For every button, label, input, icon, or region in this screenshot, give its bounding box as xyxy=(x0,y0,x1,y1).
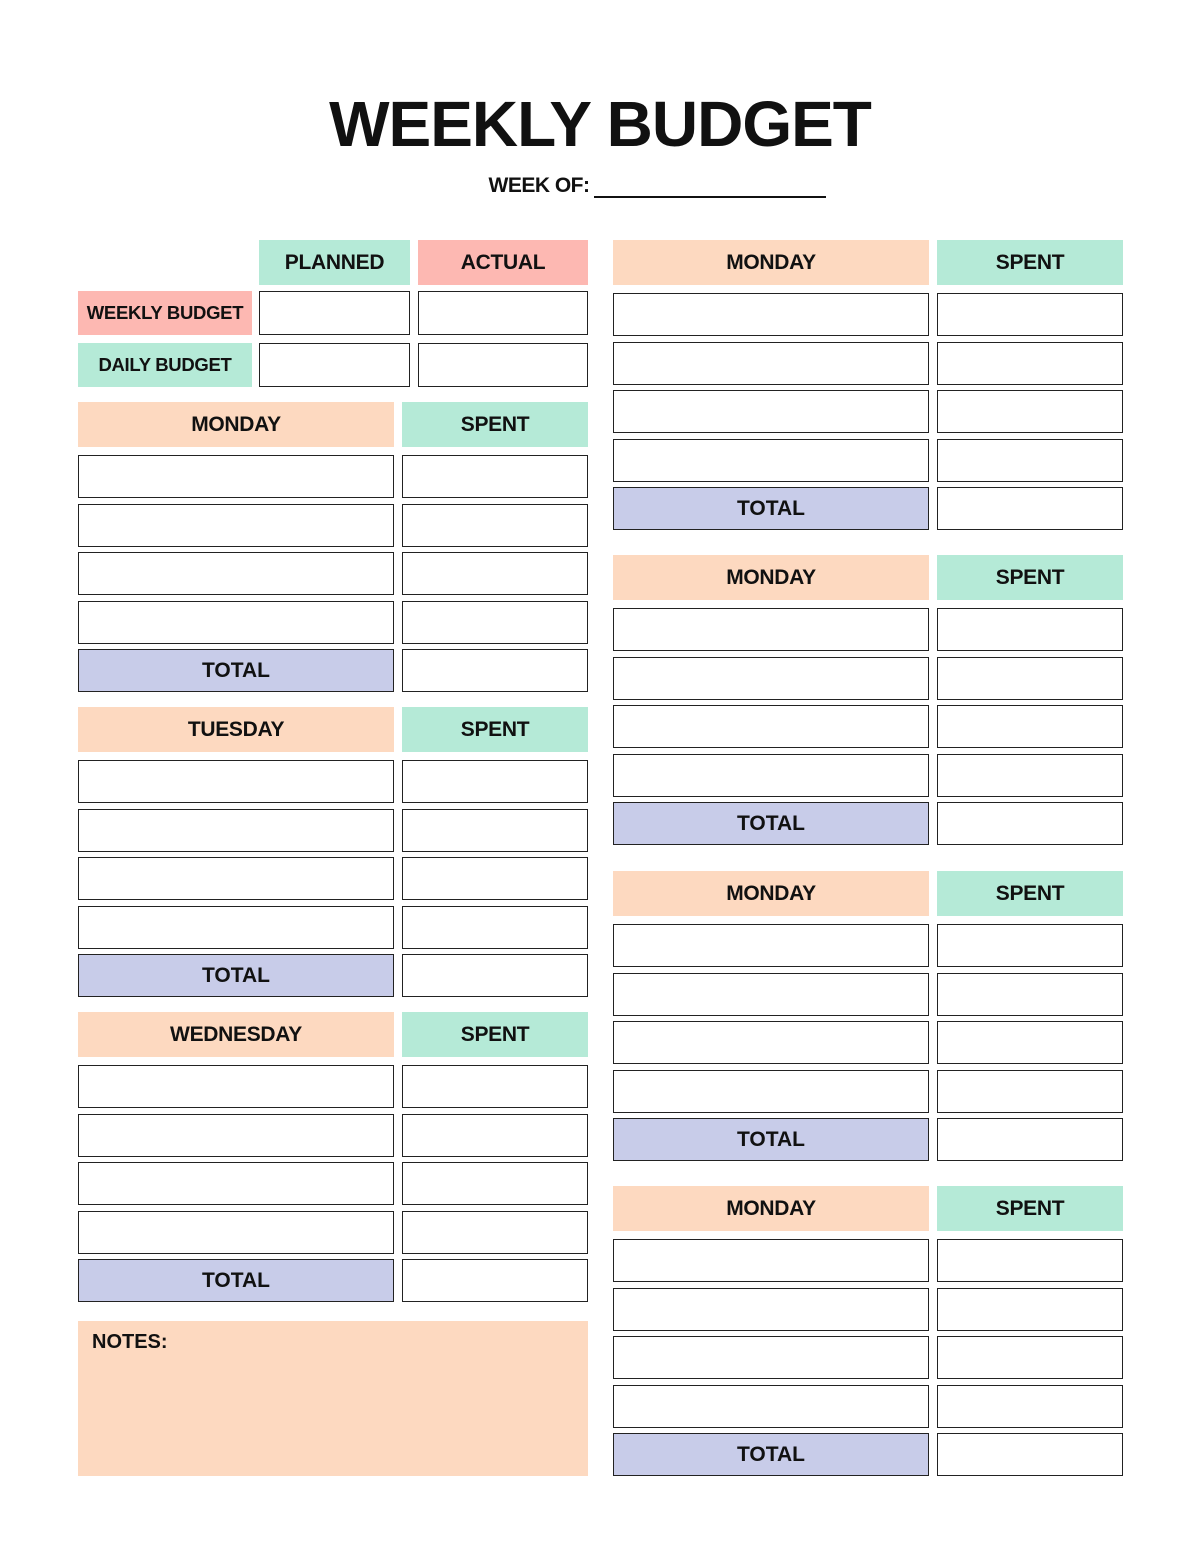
expense-item-field[interactable] xyxy=(78,1114,394,1157)
expense-item-field[interactable] xyxy=(613,1336,929,1379)
weekly-budget-planned-field[interactable] xyxy=(259,291,410,335)
total-amount-field[interactable] xyxy=(937,487,1123,530)
expense-item-field[interactable] xyxy=(78,552,394,595)
total-amount-field[interactable] xyxy=(402,1259,588,1302)
week-of-field[interactable] xyxy=(594,176,826,198)
expense-item-field[interactable] xyxy=(613,973,929,1016)
spent-header: SPENT xyxy=(402,402,588,447)
total-label: TOTAL xyxy=(613,1433,929,1476)
expense-item-field[interactable] xyxy=(78,1065,394,1108)
total-amount-field[interactable] xyxy=(937,1118,1123,1161)
spent-header: SPENT xyxy=(402,1012,588,1057)
total-amount-field[interactable] xyxy=(937,802,1123,845)
expense-item-field[interactable] xyxy=(613,608,929,651)
weekly-budget-label: WEEKLY BUDGET xyxy=(78,291,252,335)
expense-item-field[interactable] xyxy=(78,601,394,644)
expense-amount-field[interactable] xyxy=(937,1336,1123,1379)
week-of-label: WEEK OF: xyxy=(488,174,590,197)
expense-item-field[interactable] xyxy=(613,293,929,336)
expense-amount-field[interactable] xyxy=(402,455,588,498)
expense-item-field[interactable] xyxy=(78,760,394,803)
actual-header: ACTUAL xyxy=(418,240,588,285)
expense-item-field[interactable] xyxy=(78,1162,394,1205)
page-title: WEEKLY BUDGET xyxy=(329,88,871,160)
expense-amount-field[interactable] xyxy=(937,439,1123,482)
expense-item-field[interactable] xyxy=(613,390,929,433)
daily-budget-planned-field[interactable] xyxy=(259,343,410,387)
expense-amount-field[interactable] xyxy=(937,1385,1123,1428)
expense-item-field[interactable] xyxy=(78,809,394,852)
expense-amount-field[interactable] xyxy=(937,390,1123,433)
expense-amount-field[interactable] xyxy=(402,1065,588,1108)
day-header: WEDNESDAY xyxy=(78,1012,394,1057)
expense-amount-field[interactable] xyxy=(937,754,1123,797)
expense-amount-field[interactable] xyxy=(937,1288,1123,1331)
total-label: TOTAL xyxy=(613,1118,929,1161)
expense-amount-field[interactable] xyxy=(937,924,1123,967)
expense-item-field[interactable] xyxy=(613,1239,929,1282)
expense-item-field[interactable] xyxy=(78,906,394,949)
day-header: TUESDAY xyxy=(78,707,394,752)
expense-amount-field[interactable] xyxy=(402,1162,588,1205)
daily-budget-actual-field[interactable] xyxy=(418,343,588,387)
spent-header: SPENT xyxy=(937,871,1123,916)
daily-budget-label: DAILY BUDGET xyxy=(78,343,252,387)
expense-amount-field[interactable] xyxy=(402,1211,588,1254)
expense-amount-field[interactable] xyxy=(402,857,588,900)
expense-amount-field[interactable] xyxy=(937,657,1123,700)
total-label: TOTAL xyxy=(78,649,394,692)
expense-amount-field[interactable] xyxy=(402,1114,588,1157)
expense-amount-field[interactable] xyxy=(937,342,1123,385)
expense-item-field[interactable] xyxy=(613,1070,929,1113)
expense-item-field[interactable] xyxy=(78,455,394,498)
expense-amount-field[interactable] xyxy=(402,809,588,852)
weekly-budget-actual-field[interactable] xyxy=(418,291,588,335)
expense-item-field[interactable] xyxy=(613,657,929,700)
expense-item-field[interactable] xyxy=(613,1288,929,1331)
total-amount-field[interactable] xyxy=(402,954,588,997)
expense-amount-field[interactable] xyxy=(937,608,1123,651)
expense-amount-field[interactable] xyxy=(937,1021,1123,1064)
expense-amount-field[interactable] xyxy=(402,552,588,595)
expense-amount-field[interactable] xyxy=(937,1239,1123,1282)
expense-amount-field[interactable] xyxy=(402,601,588,644)
total-label: TOTAL xyxy=(78,1259,394,1302)
total-label: TOTAL xyxy=(78,954,394,997)
day-header: MONDAY xyxy=(78,402,394,447)
expense-amount-field[interactable] xyxy=(402,760,588,803)
notes-area[interactable] xyxy=(78,1321,588,1476)
total-label: TOTAL xyxy=(613,802,929,845)
total-amount-field[interactable] xyxy=(937,1433,1123,1476)
day-header: MONDAY xyxy=(613,555,929,600)
notes-label: NOTES: xyxy=(92,1331,168,1353)
expense-item-field[interactable] xyxy=(78,1211,394,1254)
day-header: MONDAY xyxy=(613,871,929,916)
expense-item-field[interactable] xyxy=(613,924,929,967)
spent-header: SPENT xyxy=(937,555,1123,600)
expense-item-field[interactable] xyxy=(78,504,394,547)
expense-item-field[interactable] xyxy=(613,1385,929,1428)
spent-header: SPENT xyxy=(402,707,588,752)
planned-header: PLANNED xyxy=(259,240,410,285)
expense-item-field[interactable] xyxy=(613,342,929,385)
expense-amount-field[interactable] xyxy=(937,293,1123,336)
week-of-row xyxy=(0,174,1200,198)
expense-amount-field[interactable] xyxy=(402,504,588,547)
expense-item-field[interactable] xyxy=(613,439,929,482)
expense-amount-field[interactable] xyxy=(937,973,1123,1016)
expense-amount-field[interactable] xyxy=(937,705,1123,748)
expense-item-field[interactable] xyxy=(78,857,394,900)
expense-item-field[interactable] xyxy=(613,705,929,748)
total-label: TOTAL xyxy=(613,487,929,530)
spent-header: SPENT xyxy=(937,1186,1123,1231)
day-header: MONDAY xyxy=(613,240,929,285)
expense-item-field[interactable] xyxy=(613,754,929,797)
day-header: MONDAY xyxy=(613,1186,929,1231)
expense-item-field[interactable] xyxy=(613,1021,929,1064)
expense-amount-field[interactable] xyxy=(402,906,588,949)
expense-amount-field[interactable] xyxy=(937,1070,1123,1113)
spent-header: SPENT xyxy=(937,240,1123,285)
total-amount-field[interactable] xyxy=(402,649,588,692)
